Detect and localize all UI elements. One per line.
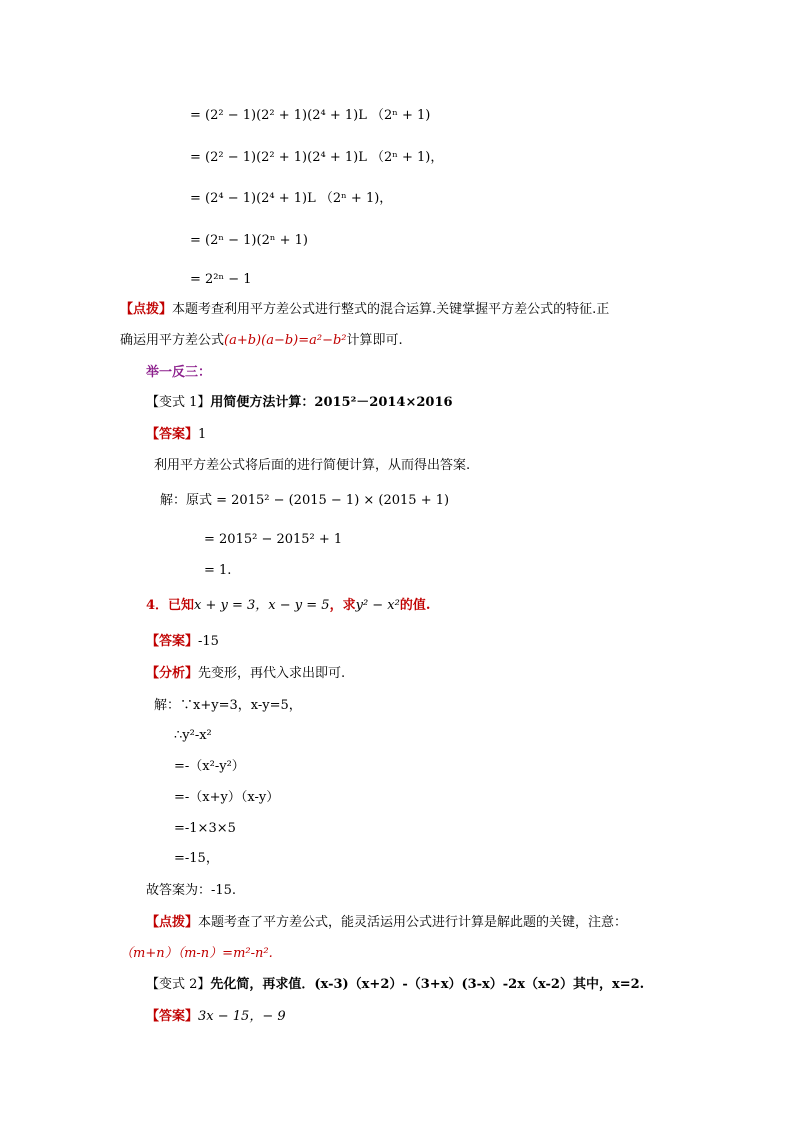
- solve-1-line-2: = 2015² − 2015² + 1: [204, 532, 343, 547]
- final-answer: 故答案为：-15.: [146, 883, 237, 898]
- dianbo-2-line-2: （m+n）（m-n）=m²-n².: [120, 946, 273, 961]
- solve-1-line-3: = 1.: [204, 563, 232, 578]
- answer-2-tag: 【答案】: [146, 634, 199, 649]
- dianbo-1-text: 本题考查利用平方差公式进行整式的混合运算.关键掌握平方差公式的特征.正: [172, 302, 610, 317]
- math-line-1: = (2² − 1)(2² + 1)(2⁴ + 1)L （2ⁿ + 1): [190, 108, 431, 123]
- math-line-4: = (2ⁿ − 1)(2ⁿ + 1): [190, 233, 308, 248]
- answer-1: [146, 426, 206, 444]
- fenxi: [146, 665, 345, 683]
- math-line-2: = (2² − 1)(2² + 1)(2⁴ + 1)L （2ⁿ + 1)，: [190, 150, 444, 165]
- bianshi-1-text: 用简便方法计算：2015²－2014×2016: [210, 395, 453, 410]
- answer-2: [146, 633, 219, 651]
- solve-2-line-3: =-（x²-y²）: [174, 759, 245, 774]
- bianshi-1-tag: 【变式 1】: [146, 395, 211, 410]
- bianshi-2: [146, 976, 644, 994]
- answer-1-tag: 【答案】: [146, 427, 199, 442]
- answer-3-tag: 【答案】: [146, 1009, 199, 1024]
- question-4-mid: ，求: [329, 598, 356, 613]
- dianbo-1-line-1: [120, 301, 609, 319]
- fenxi-tag: 【分析】: [146, 666, 199, 681]
- solve-1-line-1: 解：原式 = 2015² − (2015 − 1) × (2015 + 1): [160, 493, 450, 508]
- dianbo-1-pre: 确运用平方差公式: [120, 333, 225, 348]
- answer-3: [146, 1008, 286, 1026]
- answer-3-value: 3x − 15，− 9: [198, 1009, 286, 1024]
- solve-2-line-4: =-（x+y）（x-y）: [174, 790, 280, 805]
- math-line-3: = (2⁴ − 1)(2⁴ + 1)L （2ⁿ + 1)，: [190, 191, 393, 206]
- solve-2-line-1: 解：∵x+y=3，x-y=5，: [154, 698, 302, 713]
- question-4-expr: y² − x²: [355, 598, 400, 613]
- answer-1-value: 1: [198, 427, 207, 442]
- dianbo-1-tag: 【点拨】: [120, 302, 173, 317]
- question-4: [146, 597, 430, 615]
- solve-2-line-2: ∴y²-x²: [174, 728, 212, 743]
- juyi-heading: 举一反三：: [146, 365, 212, 380]
- bianshi-2-tag: 【变式 2】: [146, 977, 211, 992]
- dianbo-2-text: 本题考查了平方差公式，能灵活运用公式进行计算是解此题的关键，注意：: [198, 915, 628, 930]
- dianbo-2-tag: 【点拨】: [146, 915, 199, 930]
- dianbo-1-line-2: [120, 332, 403, 350]
- dianbo-2-line-1: [146, 914, 627, 932]
- math-line-5: = 2²ⁿ − 1: [190, 272, 252, 287]
- dianbo-1-post: 计算即可.: [346, 333, 403, 348]
- fenxi-text: 先变形，再代入求出即可.: [198, 666, 346, 681]
- explain-1: 利用平方差公式将后面的进行简便计算，从而得出答案.: [154, 458, 471, 473]
- question-4-condition: x + y = 3，x − y = 5: [194, 598, 330, 613]
- question-4-label: 4．已知: [146, 598, 195, 613]
- solve-2-line-6: =-15，: [174, 851, 219, 866]
- bianshi-2-text: 先化简，再求值．(x-3)（x+2）-（3+x）(3-x）-2x（x-2）其中，x=2.: [210, 977, 645, 992]
- solve-2-line-5: =-1×3×5: [174, 821, 236, 836]
- dianbo-1-formula: (a+b)(a−b)=a²−b²: [224, 333, 347, 348]
- question-4-end: 的值.: [399, 598, 431, 613]
- answer-2-value: -15: [198, 634, 219, 649]
- bianshi-1: [146, 394, 453, 412]
